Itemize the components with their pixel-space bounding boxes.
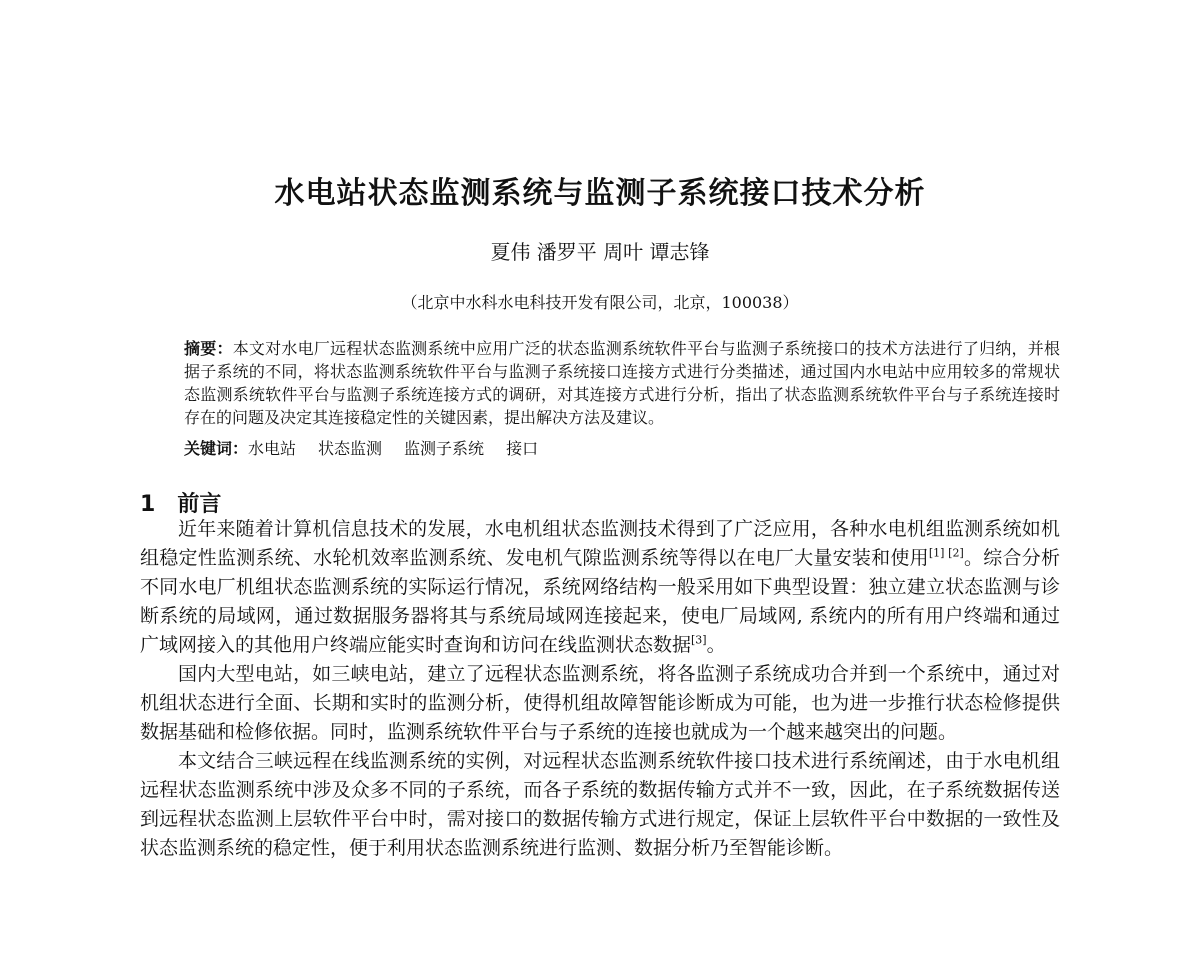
section-heading	[140, 487, 221, 518]
body-text	[140, 515, 1060, 863]
affiliation: （北京中水科水电科技开发有限公司，北京，100038）	[401, 293, 799, 312]
paragraph-text: 本文结合三峡远程在线监测系统的实例，对远程状态监测系统软件接口技术进行系统阐述，由于水电机组远程状态监测系统中涉及众多不同的子系统，而各子系统的数据传输方式并不一致，因此，在子系统数据传送到远程状态监测上层软件平台中时，需对接口的数据传输方式进行规定，保证上层软件平台中数据的一致性及状态监测系统的稳定性，便于利用状态监测系统进行监测、数据分析乃至智能诊断。	[140, 750, 1060, 859]
citation: [3]	[691, 633, 707, 647]
abstract-text: 本文对水电厂远程状态监测系统中应用广泛的状态监测系统软件平台与监测子系统接口的技术方法进行了归纳，并根据子系统的不同，将状态监测系统软件平台与监测子系统接口连接方式进行分类描述，通过国内水电站中应用较多的常规状态监测系统软件平台与监测子系统连接方式的调研，对其连接方式进行分析，指出了状态监测系统软件平台与子系统连接时存在的问题及决定其连接稳定性的关键因素，提出解决方法及建议。	[184, 339, 1060, 427]
keyword: 接口	[506, 439, 539, 458]
abstract-label: 摘要：	[184, 339, 233, 358]
section-title: 前言	[177, 492, 222, 517]
author-list: 夏伟 潘罗平 周叶 谭志锋	[490, 240, 710, 264]
paragraph	[140, 660, 1060, 747]
keyword: 状态监测	[318, 439, 383, 458]
paragraph-text: 。	[706, 634, 726, 656]
paragraph	[140, 515, 1060, 660]
keywords	[184, 437, 1060, 460]
keyword: 监测子系统	[404, 439, 485, 458]
keywords-label: 关键词：	[184, 439, 249, 458]
abstract	[184, 337, 1060, 429]
citation: [1] [2]	[928, 546, 964, 560]
paragraph-text: 近年来随着计算机信息技术的发展，水电机组状态监测技术得到了广泛应用，各种水电机组监测系统如机组稳定性监测系统、水轮机效率监测系统、发电机气隙监测系统等得以在电厂大量安装和使用	[140, 518, 1060, 569]
paper-title: 水电站状态监测系统与监测子系统接口技术分析	[274, 176, 926, 211]
paragraph	[140, 747, 1060, 863]
keyword: 水电站	[248, 439, 297, 458]
paragraph-text: 国内大型电站，如三峡电站，建立了远程状态监测系统，将各监测子系统成功合并到一个系统中，通过对机组状态进行全面、长期和实时的监测分析，使得机组故障智能诊断成为可能，也为进一步推行状态检修提供数据基础和检修依据。同时，监测系统软件平台与子系统的连接也就成为一个越来越突出的问题。	[140, 663, 1060, 743]
section-number: 1	[140, 492, 156, 517]
paragraph-text: 。综合分析不同水电厂机组状态监测系统的实际运行情况，系统网络结构一般采用如下典型设置：独立建立状态监测与诊断系统的局域网，通过数据服务器将其与系统局域网连接起来，使电厂局域网, 系统内的所有用户终端和通过广域网接入的其他用户终端应能实时查询和访问在线监测状态数据	[140, 547, 1060, 656]
